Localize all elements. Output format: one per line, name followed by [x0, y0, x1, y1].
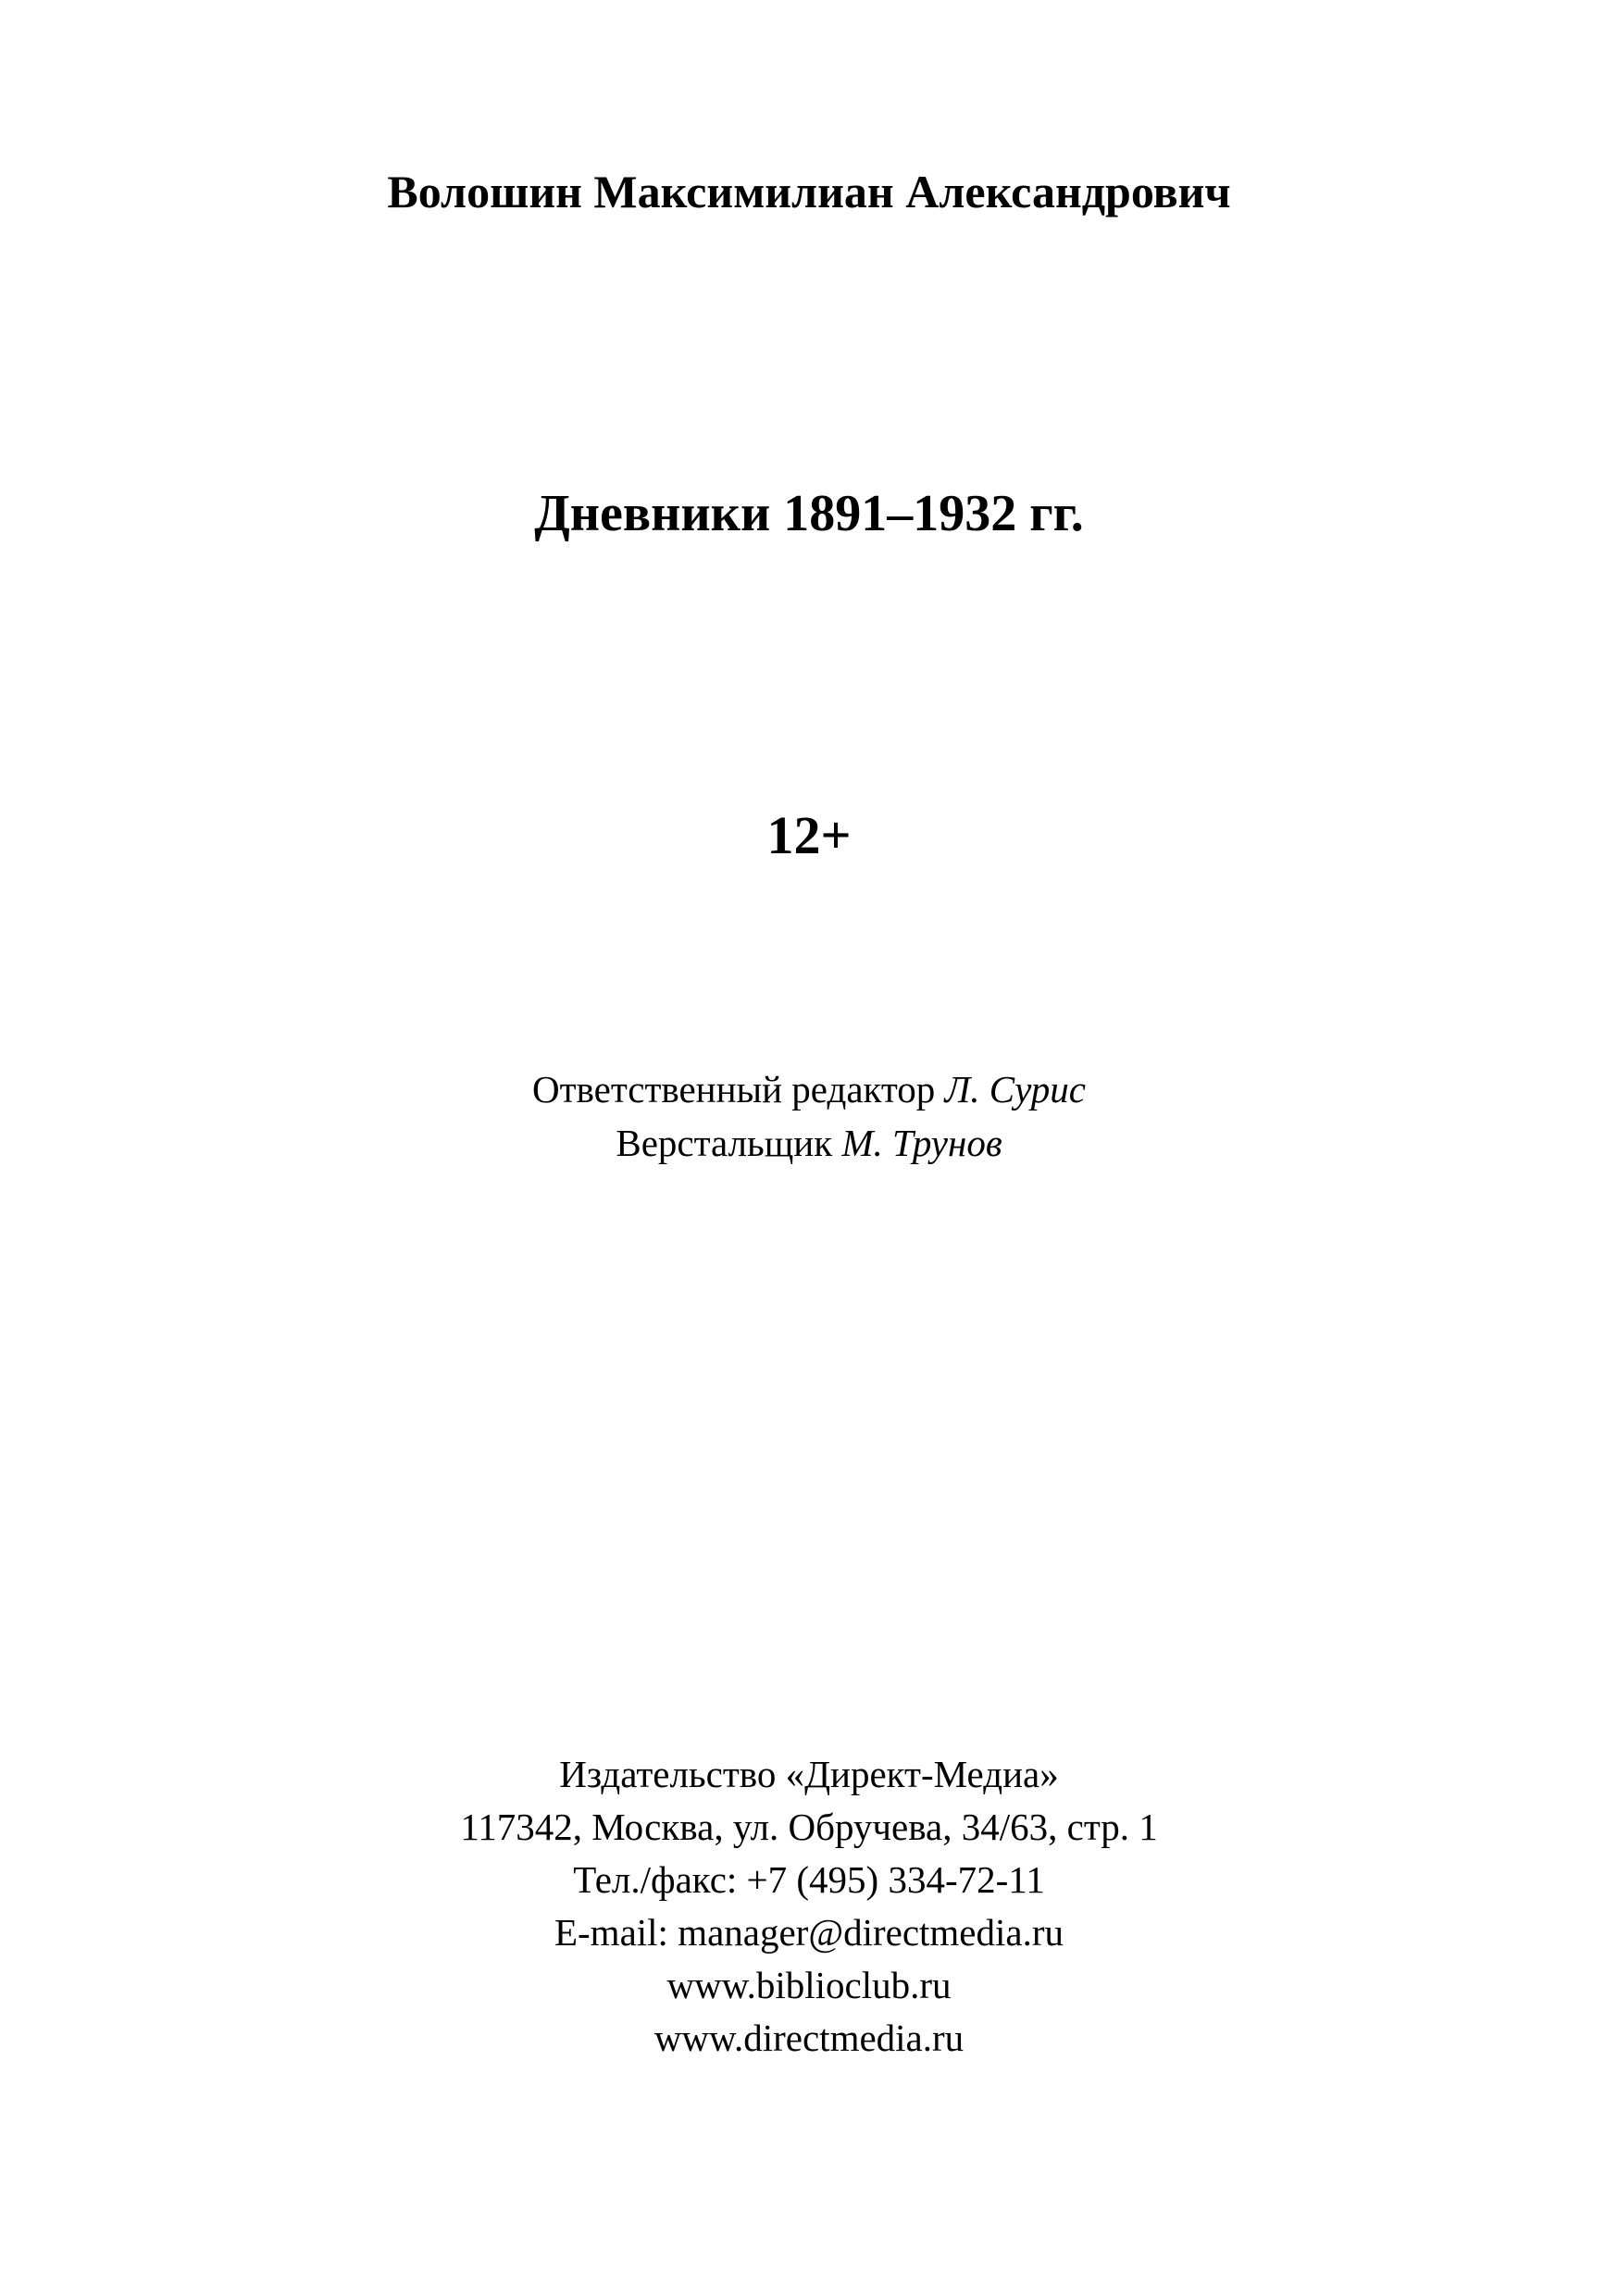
credit-editor [0, 1067, 1618, 1111]
publisher-site-biblioclub: www.biblioclub.ru [666, 1964, 952, 2006]
credit-editor-role: Ответственный редактор [531, 1068, 936, 1111]
book-title: Дневники 1891–1932 гг. [534, 485, 1084, 542]
book-author: Волошин Максимилиан Александрович [387, 166, 1231, 217]
credit-typesetter [0, 1121, 1618, 1165]
publisher-name: Издательство «Директ-Медиа» [559, 1753, 1059, 1795]
publisher-phone: Тел./факс: +7 (495) 334-72-11 [573, 1858, 1045, 1901]
publisher-site-directmedia: www.directmedia.ru [653, 2017, 965, 2059]
age-rating: 12+ [766, 805, 852, 865]
publisher-address: 117342, Москва, ул. Обручева, 34/63, стр. 1 [460, 1806, 1158, 1848]
publisher-email: E-mail: manager@directmedia.ru [554, 1911, 1064, 1954]
credit-editor-name: Л. Сурис [944, 1068, 1086, 1111]
credit-typesetter-name: М. Трунов [841, 1122, 1002, 1164]
credit-typesetter-role: Верстальщик [616, 1122, 833, 1164]
